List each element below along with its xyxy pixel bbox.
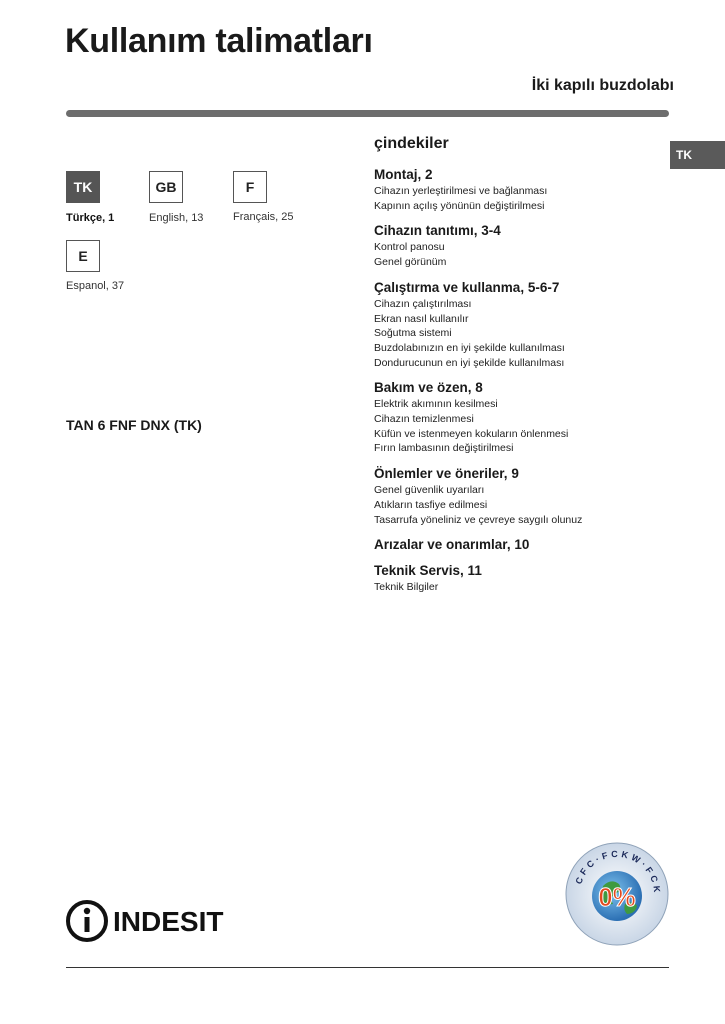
lang-label-f[interactable]: Français, 25 — [233, 211, 294, 223]
toc-item[interactable]: Dondurucunun en iyi şekilde kullanılması — [374, 356, 565, 369]
lang-label-e[interactable]: Espanol, 37 — [66, 280, 125, 292]
toc-item[interactable]: Cihazın yerleştirilmesi ve bağlanması — [374, 185, 548, 197]
toc-item[interactable]: Kontrol panosu — [374, 241, 445, 254]
lang-box-e[interactable]: E — [66, 240, 100, 272]
toc-section-title[interactable]: Arızalar ve onarımlar, 10 — [374, 537, 530, 553]
toc-item[interactable]: Buzdolabınızın en iyi şekilde kullanılması — [374, 341, 565, 354]
toc-section-bakim — [374, 379, 674, 456]
toc-section-title[interactable]: Önlemler ve öneriler, 9 — [374, 466, 519, 482]
toc-section-title[interactable]: Cihazın tanıtımı, 3-4 — [374, 223, 501, 239]
toc-item[interactable]: Teknik Bilgiler — [374, 581, 439, 594]
toc-section-montaj — [374, 166, 674, 213]
lang-box-gb[interactable]: GB — [149, 171, 183, 203]
toc-item[interactable]: Tasarrufa yöneliniz ve çevreye saygılı olunuz — [374, 513, 583, 526]
toc-item[interactable]: Cihazın temizlenmesi — [374, 413, 474, 426]
toc-section-onlemler — [374, 465, 674, 527]
toc-item[interactable]: Küfün ve istenmeyen kokuların önlenmesi — [374, 427, 569, 440]
language-side-tab: TK — [670, 141, 725, 169]
toc-section-arizalar — [374, 536, 674, 553]
toc-item[interactable]: Elektrik akımının kesilmesi — [374, 398, 498, 411]
lang-box-tk[interactable]: TK — [66, 171, 100, 203]
toc-section-calistirma — [374, 279, 674, 371]
toc-heading: çindekiler — [374, 135, 449, 152]
toc-section-title[interactable]: Bakım ve özen, 8 — [374, 380, 483, 396]
cfc-free-badge-icon — [565, 842, 669, 946]
toc-section-title[interactable]: Montaj, 2 — [374, 167, 433, 182]
toc-item[interactable]: Genel güvenlik uyarıları — [374, 484, 485, 497]
toc-item[interactable]: Kapının açılış yönünün değiştirilmesi — [374, 199, 545, 212]
lang-box-f[interactable]: F — [233, 171, 267, 203]
toc-item[interactable]: Ekran nasıl kullanılır — [374, 312, 469, 325]
footer-divider — [66, 967, 669, 968]
toc-item[interactable]: Soğutma sistemi — [374, 327, 452, 340]
toc-item[interactable]: Cihazın çalıştırılması — [374, 297, 472, 310]
toc-section-title[interactable]: Teknik Servis, 11 — [374, 563, 482, 579]
lang-label-gb[interactable]: English, 13 — [149, 212, 204, 224]
page-subtitle: İki kapılı buzdolabı — [531, 77, 674, 94]
lang-label-tk[interactable]: Türkçe, 1 — [66, 212, 115, 224]
logo-wordmark: INDESIT — [113, 906, 224, 937]
header-divider — [66, 110, 669, 117]
toc-item[interactable]: Atıkların tasfiye edilmesi — [374, 498, 488, 511]
toc-item[interactable]: Fırın lambasının değiştirilmesi — [374, 442, 514, 455]
toc-item[interactable]: Genel görünüm — [374, 256, 447, 269]
page-title: Kullanım talimatları — [65, 22, 373, 60]
table-of-contents — [374, 166, 674, 604]
model-number: TAN 6 FNF DNX (TK) — [66, 417, 202, 433]
toc-section-teknik-servis — [374, 562, 674, 595]
toc-section-title[interactable]: Çalıştırma ve kullanma, 5-6-7 — [374, 279, 560, 295]
toc-section-cihazin-tanitimi — [374, 222, 674, 269]
badge-ring-text: CFC·FCKW·FCK — [573, 848, 663, 896]
badge-value: 0% — [598, 882, 636, 912]
indesit-logo — [66, 896, 241, 946]
